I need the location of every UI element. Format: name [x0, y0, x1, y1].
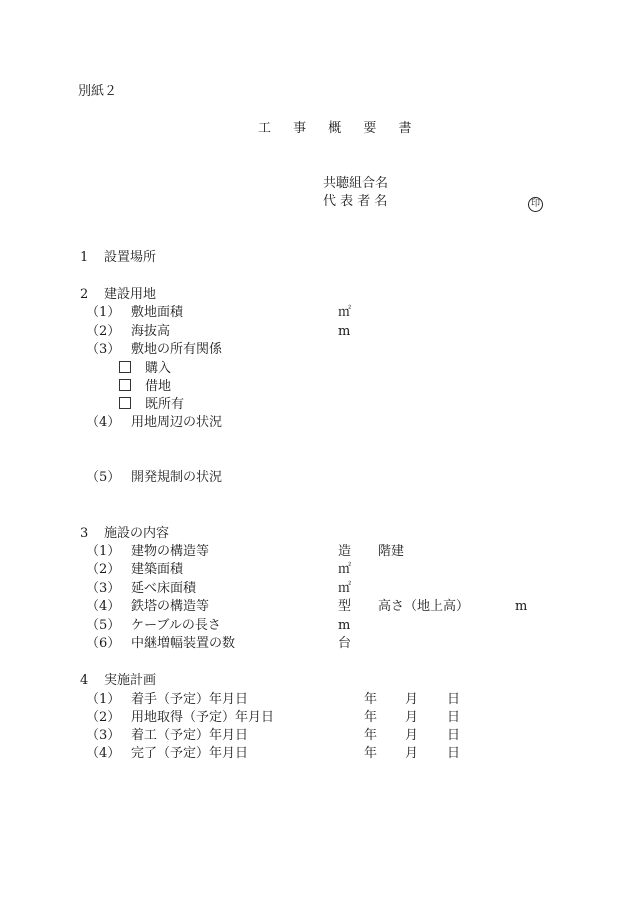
s3-item-1-number: （1） — [86, 544, 121, 559]
s2-item-2-number: （2） — [86, 324, 121, 339]
s3-item-1-unit2: 階建 — [378, 544, 405, 559]
date-day-label: 日 — [447, 728, 461, 743]
s3-item-2-unit: ㎡ — [338, 562, 352, 577]
s3-item-3-number: （3） — [86, 581, 121, 596]
s4-item-1-label: 着手（予定）年月日 — [131, 692, 249, 707]
s3-item-2-label: 建築面積 — [131, 562, 184, 577]
date-month-label: 月 — [405, 746, 419, 761]
s3-item-4-unit: 型 — [338, 599, 352, 614]
s3-item-6-number: （6） — [86, 636, 121, 651]
s4-item-2-number: （2） — [86, 710, 121, 725]
s3-item-1-unit: 造 — [338, 544, 352, 559]
s3-item-6-label: 中継増幅装置の数 — [131, 636, 236, 651]
section-3-number: 3 — [80, 526, 89, 541]
ownership-option-label: 借地 — [145, 379, 172, 394]
date-day-label: 日 — [447, 710, 461, 725]
association-name-label: 共聴組合名 — [323, 176, 389, 191]
s4-item-2-label: 用地取得（予定）年月日 — [131, 710, 275, 725]
representative-name-label: 代 表 者 名 — [323, 194, 388, 209]
s2-item-3-label: 敷地の所有関係 — [131, 342, 223, 357]
s3-item-2-number: （2） — [86, 562, 121, 577]
date-year-label: 年 — [364, 746, 378, 761]
section-3-label: 施設の内容 — [104, 526, 170, 541]
ownership-option-purchase[interactable] — [119, 361, 171, 377]
s4-item-4-label: 完了（予定）年月日 — [131, 746, 249, 761]
s3-item-5-number: （5） — [86, 618, 121, 633]
section-2-number: 2 — [80, 287, 89, 302]
ownership-option-label: 既所有 — [145, 397, 185, 412]
s3-item-1-label: 建物の構造等 — [131, 544, 210, 559]
attachment-label: 別紙２ — [78, 84, 118, 99]
date-month-label: 月 — [405, 728, 419, 743]
date-month-label: 月 — [405, 710, 419, 725]
ownership-option-owned[interactable] — [119, 397, 184, 413]
s3-item-4-unit3: m — [515, 599, 528, 614]
s3-item-3-unit: ㎡ — [338, 581, 352, 596]
s2-item-2-label: 海抜高 — [131, 324, 171, 339]
s3-item-4-number: （4） — [86, 599, 121, 614]
date-year-label: 年 — [364, 692, 378, 707]
section-2-label: 建設用地 — [104, 287, 157, 302]
date-day-label: 日 — [447, 746, 461, 761]
s2-item-2-unit: m — [338, 324, 351, 339]
s2-item-4-number: （4） — [86, 415, 121, 430]
s4-item-4-number: （4） — [86, 746, 121, 761]
checkbox-icon[interactable] — [119, 397, 131, 409]
checkbox-icon[interactable] — [119, 361, 131, 373]
seal-mark — [528, 195, 543, 212]
s3-item-4-label: 鉄塔の構造等 — [131, 599, 210, 614]
s4-item-3-label: 着工（予定）年月日 — [131, 728, 249, 743]
s3-item-5-unit: m — [338, 618, 351, 633]
section-4-number: 4 — [80, 673, 89, 688]
section-1-number: 1 — [80, 250, 89, 265]
date-day-label: 日 — [447, 692, 461, 707]
s3-item-6-unit: 台 — [338, 636, 352, 651]
s4-item-1-number: （1） — [86, 692, 121, 707]
ownership-option-lease[interactable] — [119, 379, 171, 395]
ownership-option-label: 購入 — [145, 361, 172, 376]
s2-item-3-number: （3） — [86, 342, 121, 357]
s2-item-5-number: （5） — [86, 470, 121, 485]
s4-item-3-number: （3） — [86, 728, 121, 743]
s2-item-1-label: 敷地面積 — [131, 305, 184, 320]
section-1-label: 設置場所 — [104, 250, 157, 265]
date-year-label: 年 — [364, 728, 378, 743]
s3-item-5-label: ケーブルの長さ — [131, 618, 221, 633]
date-year-label: 年 — [364, 710, 378, 725]
document-title: 工 事 概 要 書 — [258, 121, 421, 136]
section-4-label: 実施計画 — [104, 673, 157, 688]
s3-item-4-unit2: 高さ（地上高） — [378, 599, 470, 614]
s2-item-5-label: 開発規制の状況 — [131, 470, 223, 485]
date-month-label: 月 — [405, 692, 419, 707]
s3-item-3-label: 延べ床面積 — [131, 581, 197, 596]
s2-item-4-label: 用地周辺の状況 — [131, 415, 223, 430]
s2-item-1-number: （1） — [86, 305, 121, 320]
s2-item-1-unit: ㎡ — [338, 305, 352, 320]
checkbox-icon[interactable] — [119, 379, 131, 391]
seal-icon: 印 — [528, 197, 543, 212]
